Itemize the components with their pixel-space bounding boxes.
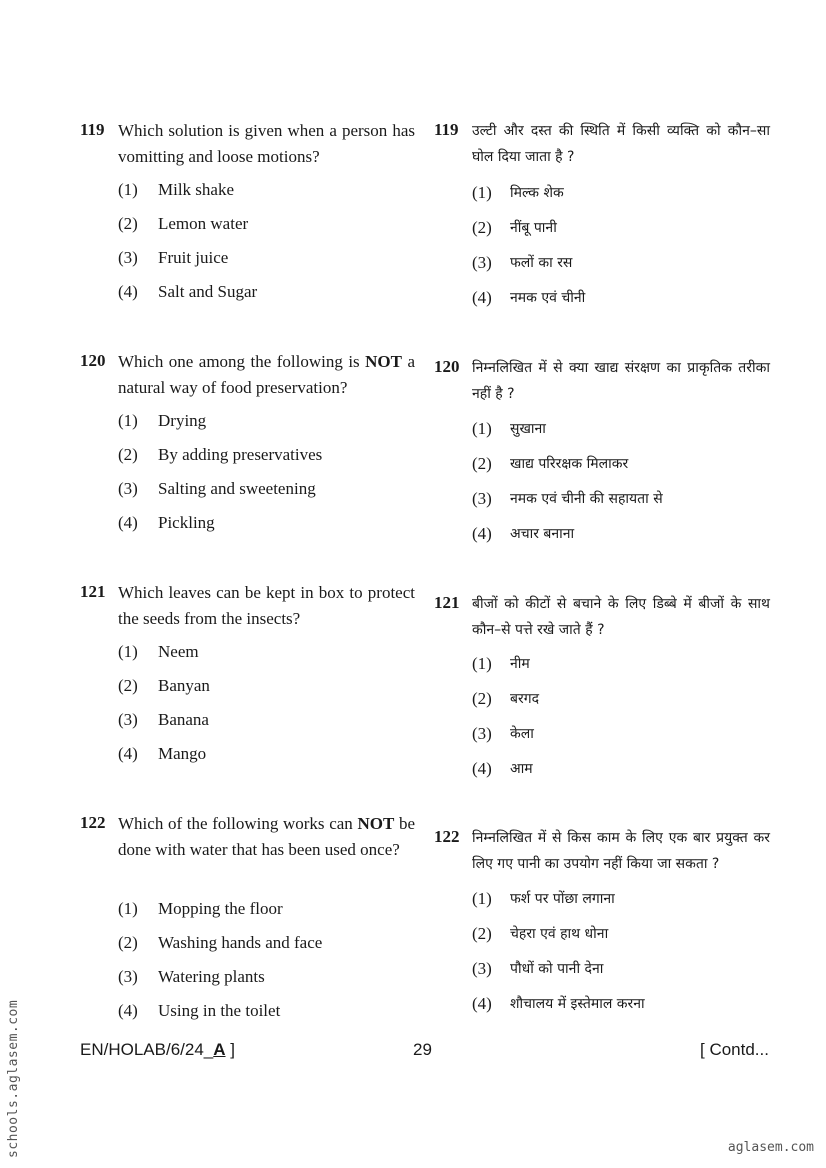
question-text: निम्नलिखित में से किस काम के लिए एक बार प्रयुक्त कर लिए गए पानी का उपयोग नहीं किया जा सकता ? <box>472 830 770 872</box>
question-number: 121 <box>434 593 460 612</box>
question-text: Which leaves can be kept in box to protect the seeds from the insects? <box>118 583 415 628</box>
question-number: 121 <box>80 582 106 601</box>
question-text: Which of the following works can NOT be done with water that has been used once? <box>118 814 416 859</box>
side-watermark: schools.aglasem.com <box>6 999 21 1158</box>
page-number: 29 <box>413 1040 432 1059</box>
paper-code: EN/HOLAB/6/24_A ] <box>80 1040 235 1059</box>
question-text: उल्टी और दस्त की स्थिति में किसी व्यक्ति को कौन–सा घोल दिया जाता है ? <box>472 123 770 165</box>
question-number: 119 <box>434 120 459 139</box>
question-text: बीजों को कीटों से बचाने के लिए डिब्बे में बीजों के साथ कौन–से पत्ते रखे जाते हैं ? <box>472 596 770 638</box>
question-number: 120 <box>80 351 106 370</box>
question-text: निम्नलिखित में से क्या खाद्य संरक्षण का प्राकृतिक तरीका नहीं है ? <box>472 360 770 402</box>
question-number: 120 <box>434 357 460 376</box>
bottom-watermark: aglasem.com <box>727 1140 814 1155</box>
paper-set-letter: A <box>213 1040 226 1059</box>
question-number: 122 <box>434 827 460 846</box>
question-text: Which solution is given when a person has vomitting and loose motions? <box>118 121 415 166</box>
question-number: 119 <box>80 120 105 139</box>
contd-label: [ Contd... <box>700 1040 769 1059</box>
question-number: 122 <box>80 813 106 832</box>
question-text: Which one among the following is NOT a natural way of food preservation? <box>118 352 416 397</box>
